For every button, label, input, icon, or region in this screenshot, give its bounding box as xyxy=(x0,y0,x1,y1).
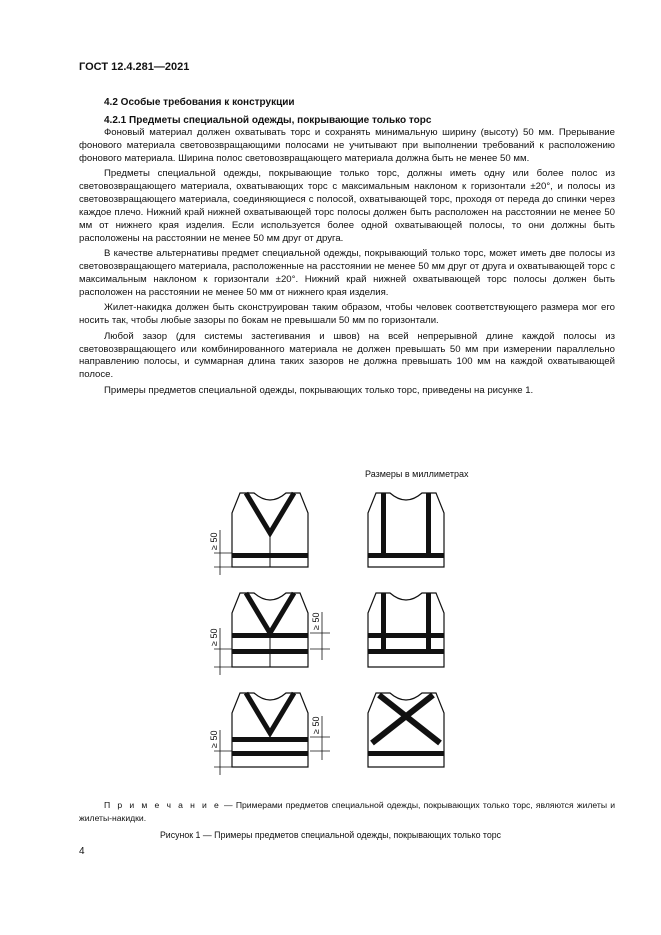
subsection-heading: 4.2.1 Предметы специальной одежды, покрывающие только торс xyxy=(104,115,432,126)
dim-label: ≥ 50 xyxy=(209,532,219,550)
page-number: 4 xyxy=(79,846,85,857)
vest-front-2 xyxy=(232,593,308,667)
vest-back-1 xyxy=(368,493,444,567)
paragraph: Фоновый материал должен охватывать торс и сохранять минимальную ширину (высоту) 50 мм. Прерывание фонового материала световозвращающими полосами не учитывают при выполнении требований к расположению фонового материала. Ширина полос световозвращающего материала должна быть не менее 50 мм. xyxy=(79,127,615,164)
note-text: — Примерами предметов специальной одежды, покрывающих только торс, являются жилеты и жилеты-накидки. xyxy=(79,800,616,823)
dim-label: ≥ 50 xyxy=(311,716,321,734)
paragraph: Жилет-накидка должен быть сконструирован таким образом, чтобы человек соответствующего размера мог его носить так, чтобы любые зазоры по бокам не превышали 50 мм по горизонтали. xyxy=(79,302,615,327)
vest-front-3 xyxy=(232,693,308,767)
vest-back-3 xyxy=(368,693,444,767)
paragraph: В качестве альтернативы предмет специальной одежды, покрывающий только торс, может иметь две полосы из световозвращающего материала, расположенные на расстоянии не менее 50 мм друг от друга и охватывающей торс с максимальным наклоном к горизонтали ±20°. Нижний край нижней охватывающей торс полосы должен быть расположен на расстоянии не менее 50 мм от нижнего края изделия. xyxy=(79,248,615,298)
dim-label: ≥ 50 xyxy=(311,612,321,630)
section-heading: 4.2 Особые требования к конструкции xyxy=(104,97,295,108)
vest-front-1 xyxy=(232,493,308,567)
paragraph: Любой зазор (для системы застегивания и швов) на всей непрерывной длине каждой полосы из световозвращающего или комбинированного материала не должен превышать 50 мм при измерении параллельно направлению полосы, и суммарная длина таких зазоров не должна превышать 100 мм на каждой охватывающей полосе. xyxy=(79,330,615,381)
paragraph: Предметы специальной одежды, покрывающие только торс, должны иметь одну или более полос из световозвращающего материала, охватывающих торс с максимальным наклоном к горизонтали ±20°, и полосы из световозвращающего материала, соединяющиеся с полосой, охватывающей торс, проходя от переда до спинки через каждое плечо. Нижний край нижней охватывающей торс полосы должен быть расположен на расстоянии не менее 50 мм от нижнего края изделия. Если используется более одной охватывающей полосы, то они должны быть расположены на расстоянии не менее 50 мм друг от друга. xyxy=(79,168,615,244)
dim-label: ≥ 50 xyxy=(209,730,219,748)
dim-label: ≥ 50 xyxy=(209,628,219,646)
dimensions-note: Размеры в миллиметрах xyxy=(365,469,469,479)
standard-header: ГОСТ 12.4.281—2021 xyxy=(79,61,190,73)
figure-caption: Рисунок 1 — Примеры предметов специальной одежды, покрывающих только торс xyxy=(159,830,502,840)
vest-back-2 xyxy=(368,593,444,667)
figure-note xyxy=(79,799,615,824)
note-prefix: П р и м е ч а н и е xyxy=(104,800,221,810)
paragraph: Примеры предметов специальной одежды, покрывающих только торс, приведены на рисунке 1. xyxy=(104,384,534,396)
